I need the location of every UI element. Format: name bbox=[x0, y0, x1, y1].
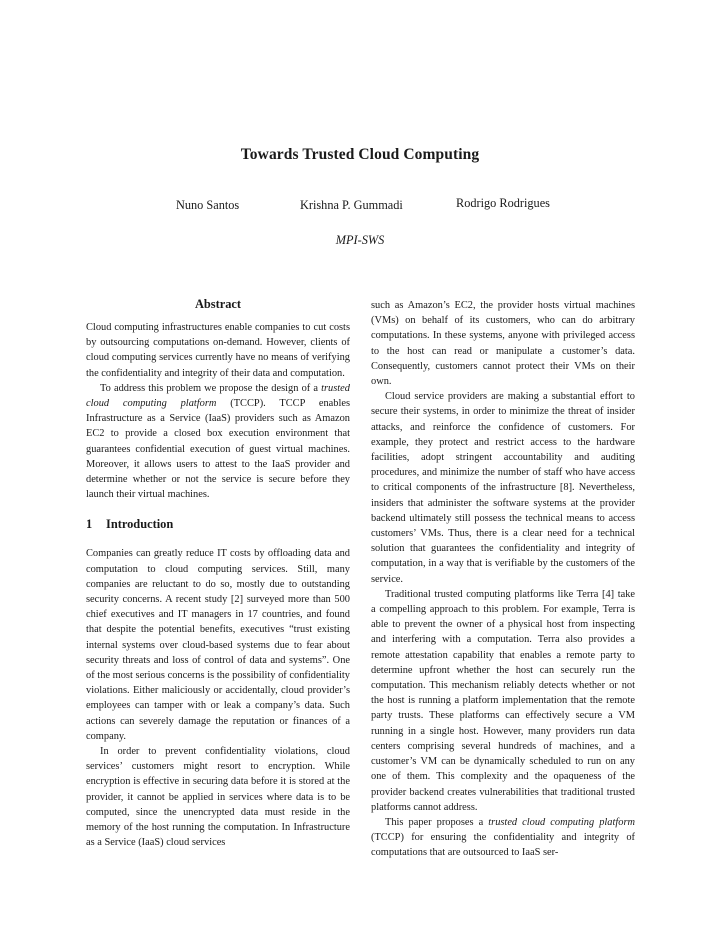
section-number: 1 bbox=[86, 517, 93, 532]
right-column bbox=[371, 298, 635, 861]
body-paragraph: Cloud service providers are making a substantial effort to secure their systems, in order to minimize the threat of insider attacks, and reinforce the confidence of customers. For example, they protect and restrict access to the hardware facilities, adopt stringent accountability and auditing procedures, and minimize the number of staff who have access to critical components of the infrastructure [8]. Nevertheless, insiders that administer the software systems at the provider backend ultimately still possess the technical means to access customers’ VMs. Thus, there is a clear need for a technical solution that guarantees the confidentiality and integrity of computation, in a way that is verifiable by the customers of the service. bbox=[371, 391, 635, 585]
body-paragraph: In order to prevent confidentiality violations, cloud services’ customers might resort to encryption. While encryption is effective in securing data before it is stored at the provider, it cannot be applied in services where data is to be computed, since the unencrypted data must reside in the memory of the host running the computation. In Infrastructure as a Service (IaaS) cloud services bbox=[86, 746, 350, 849]
abstract-paragraph: To address this problem we propose the design of a trusted cloud computing platform (TCCP). TCCP enables Infrastructure as a Service (IaaS) providers such as Amazon EC2 to provide a closed box execution environment that guarantees confidential execution of guest virtual machines. Moreover, it allows users to attest to the IaaS provider and determine whether or not the service is secure before they launch their virtual machines. bbox=[86, 382, 350, 501]
emphasis: trusted cloud computing platform bbox=[488, 816, 635, 828]
body-paragraph: This paper proposes a trusted cloud computing platform (TCCP) for ensuring the confidentiality and integrity of computations that are outsourced to IaaS ser- bbox=[371, 816, 635, 859]
author-name: Krishna P. Gummadi bbox=[300, 198, 403, 212]
body-paragraph: such as Amazon’s EC2, the provider hosts virtual machines (VMs) on behalf of its customers, who can do arbitrary computations. In these systems, anyone with privileged access to the host can read or manipulate a customer’s data. Consequently, customers cannot protect their VMs on their own. bbox=[371, 300, 635, 388]
abstract-heading: Abstract bbox=[194, 297, 242, 311]
abstract-paragraph: Cloud computing infrastructures enable companies to cut costs by outsourcing computations on-demand. However, clients of cloud computing services currently have no means of verifying the confidentiality and integrity of their data and computation. bbox=[86, 322, 350, 379]
emphasis: trusted cloud computing platform bbox=[86, 382, 350, 410]
left-column bbox=[86, 296, 350, 851]
paper-title: Towards Trusted Cloud Computing bbox=[240, 146, 480, 163]
body-paragraph: Companies can greatly reduce IT costs by offloading data and computation to cloud computing services. Still, many companies are reluctant to do so, mostly due to outstanding security concerns. A recent study [2] surveyed more than 500 chief executives and IT managers in 17 countries, and found that despite the potential benefits, executives “trust existing internal systems over cloud-based systems due to fear about security threats and loss of control of data and systems”. One of the most serious concerns is the possibility of confidentiality violations. Either maliciously or accidentally, cloud provider’s employees can tamper with or leak a company’s data. Such actions can severely damage the reputation or finances of a company. bbox=[86, 548, 350, 742]
author-name: Rodrigo Rodrigues bbox=[456, 196, 550, 210]
affiliation: MPI-SWS bbox=[335, 233, 385, 247]
body-paragraph: Traditional trusted computing platforms like Terra [4] take a compelling approach to this problem. For example, Terra is able to prevent the owner of a physical host from inspecting and interfering with a computation. Terra also provides a remote attestation capability that enables a remote party to determine upfront whether the host can securely run the computation. This mechanism reliably detects whether or not the host is running a platform implementation that the remote party trusts. These platforms can effectively secure a VM running in a single host. However, many providers run data centers comprising several hundreds of machines, and a customer’s VM can be dynamically scheduled to run on any one of them. This complexity and the opaqueness of the provider backend creates vulnerabilities that traditional trusted platforms cannot address. bbox=[371, 588, 635, 813]
section-title: Introduction bbox=[106, 517, 174, 532]
author-name: Nuno Santos bbox=[176, 198, 240, 212]
section-heading bbox=[86, 516, 350, 532]
